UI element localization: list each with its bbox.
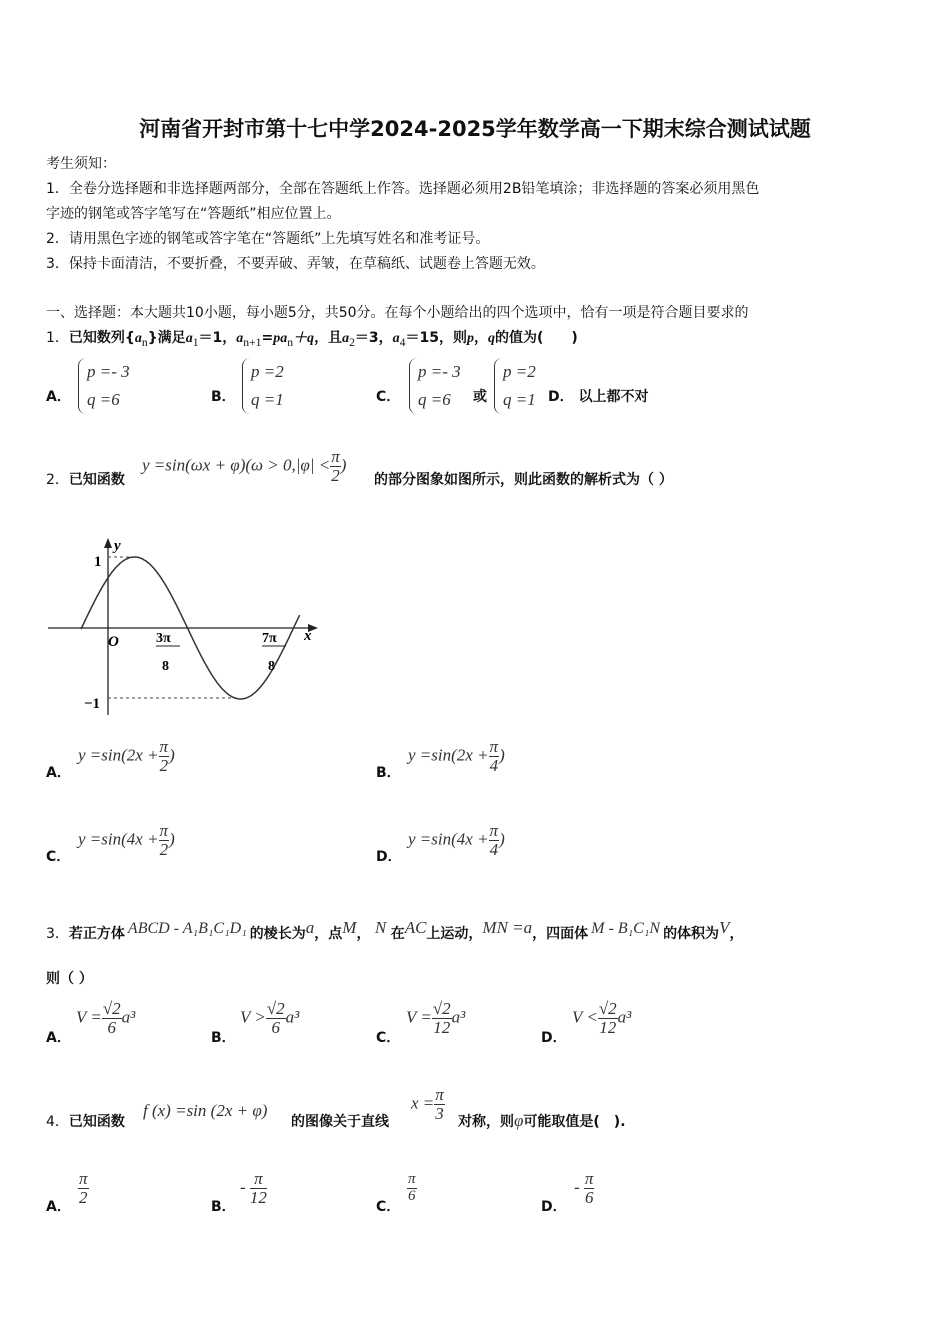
q1-option-a-label[interactable]: A． (46, 389, 71, 405)
q3-option-c-formula[interactable]: V = $\frac{√2}{12}$ a³ (406, 999, 466, 1037)
q2-option-b-label[interactable]: B． (376, 765, 401, 781)
notice-heading: 考生须知： (46, 156, 116, 172)
question-number: 1． (46, 330, 69, 346)
x2-numerator: 7π (262, 631, 277, 646)
q1-option-b-system[interactable]: p =2 q =1 (242, 358, 284, 414)
q3-option-a-label[interactable]: A． (46, 1030, 71, 1046)
q1-option-a-system[interactable]: p =- 3 q =6 (78, 358, 130, 414)
q4-option-a-value[interactable]: $\frac{\pi}{2}$ (79, 1169, 88, 1207)
q4-option-a-label[interactable]: A． (46, 1199, 71, 1215)
q3-option-b-formula[interactable]: V > $\frac{√2}{6}$ a³ (240, 999, 300, 1037)
q2-option-b-formula[interactable]: y =sin(2x + $\frac{\pi}{4}$ ) (408, 737, 505, 775)
notice-item-1-line-1: 1．全卷分选择题和非选择题两部分，全部在答题纸上作答。选择题必须用2B铅笔填涂；非选择题的答案必须用黑色 (46, 181, 760, 197)
notice-item-3: 3．保持卡面清洁，不要折叠，不要弄破、弄皱，在草稿纸、试题卷上答题无效。 (46, 256, 545, 272)
question-number: 2． (46, 472, 69, 488)
x-axis-label: x (304, 628, 312, 644)
q2-option-a-label[interactable]: A． (46, 765, 71, 781)
q1-option-c-system-2[interactable]: p =2 q =1 (494, 358, 536, 414)
x1-numerator: 3π (156, 631, 171, 646)
q1-option-d[interactable]: D． 以上都不对 (548, 389, 649, 405)
q1-option-c-label[interactable]: C． (376, 389, 401, 405)
q3-option-d-formula[interactable]: V < $\frac{√2}{12}$ a³ (572, 999, 632, 1037)
q4-option-c-label[interactable]: C． (376, 1199, 401, 1215)
q3-option-d-label[interactable]: D． (541, 1030, 567, 1046)
q2-option-c-label[interactable]: C． (46, 849, 71, 865)
q1-option-b-label[interactable]: B． (211, 389, 236, 405)
q4-option-d-value[interactable]: - $\frac{\pi}{6}$ (574, 1169, 594, 1207)
question-3-stem: 3．若正方体 ABCD - A₁B₁C₁D₁ 的棱长为a，点M， N 在AC上运动，MN =a，四面体 M - B₁C₁N 的体积为V， (46, 918, 744, 942)
question-2-formula: y =sin(ωx + φ)(ω > 0,|φ| < $\frac{\pi}{2}$ ) (142, 447, 347, 485)
q4-option-c-value[interactable]: $\frac{\pi}{6}$ (408, 1171, 416, 1204)
y-max-label: 1 (94, 554, 102, 570)
sine-graph (40, 530, 330, 720)
q4-option-b-label[interactable]: B． (211, 1199, 236, 1215)
question-4-formula: f (x) =sin (2x + φ) (143, 1101, 268, 1120)
question-4-stem-mid: 的图像关于直线 (291, 1114, 389, 1130)
y-min-label: −1 (84, 696, 101, 712)
q2-option-d-formula[interactable]: y =sin(4x + $\frac{\pi}{4}$ ) (408, 821, 505, 859)
x2-denominator: 8 (268, 659, 275, 674)
q4-option-d-label[interactable]: D． (541, 1199, 567, 1215)
question-number: 3． (46, 926, 69, 942)
question-4-stem-text: 4．已知函数 (46, 1114, 125, 1130)
q1-option-c-system-1[interactable]: p =- 3 q =6 (409, 358, 461, 414)
question-4-stem-tail: 对称，则φ可能取值是( ). (458, 1111, 626, 1130)
q1-option-c-or: 或 (473, 389, 487, 405)
q3-option-a-formula[interactable]: V = $\frac{√2}{6}$ a³ (76, 999, 136, 1037)
page-title: 河南省开封市第十七中学2024-2025学年数学高一下期末综合测试试题 (139, 117, 811, 141)
q4-option-b-value[interactable]: - $\frac{\pi}{12}$ (240, 1169, 267, 1207)
origin-label: O (108, 634, 119, 650)
notice-item-1-line-2: 字迹的钢笔或答字笔写在“答题纸”相应位置上。 (46, 206, 341, 222)
notice-item-2: 2．请用黑色字迹的钢笔或答字笔在“答题纸”上先填写姓名和准考证号。 (46, 231, 490, 247)
question-4-line-x: x = $\frac{\pi}{3}$ (411, 1085, 444, 1123)
question-1-stem: 1．已知数列$\{a_n\}$满足$a_1=1$，$a_{n+1}=pa_n+q$，且$a_2=3$，$a_4=15$，则p，q的值为( ) (46, 330, 578, 349)
q2-option-a-formula[interactable]: y =sin(2x + $\frac{\pi}{2}$ ) (78, 737, 175, 775)
question-2-stem-tail: 的部分图象如图所示，则此函数的解析式为（ ） (374, 472, 673, 488)
y-axis-label: y (114, 538, 121, 554)
q3-option-b-label[interactable]: B． (211, 1030, 236, 1046)
question-number: 4． (46, 1114, 69, 1130)
question-3-then: 则（ ） (46, 971, 93, 987)
q2-option-c-formula[interactable]: y =sin(4x + $\frac{\pi}{2}$ ) (78, 821, 175, 859)
y-axis-arrow (104, 538, 112, 548)
section-heading: 一、选择题：本大题共10小题，每小题5分，共50分。在每个小题给出的四个选项中，恰有一项是符合题目要求的 (46, 305, 749, 321)
x1-denominator: 8 (162, 659, 169, 674)
q3-option-c-label[interactable]: C． (376, 1030, 401, 1046)
q2-option-d-label[interactable]: D． (376, 849, 402, 865)
question-2-stem-text: 2．已知函数 (46, 472, 125, 488)
